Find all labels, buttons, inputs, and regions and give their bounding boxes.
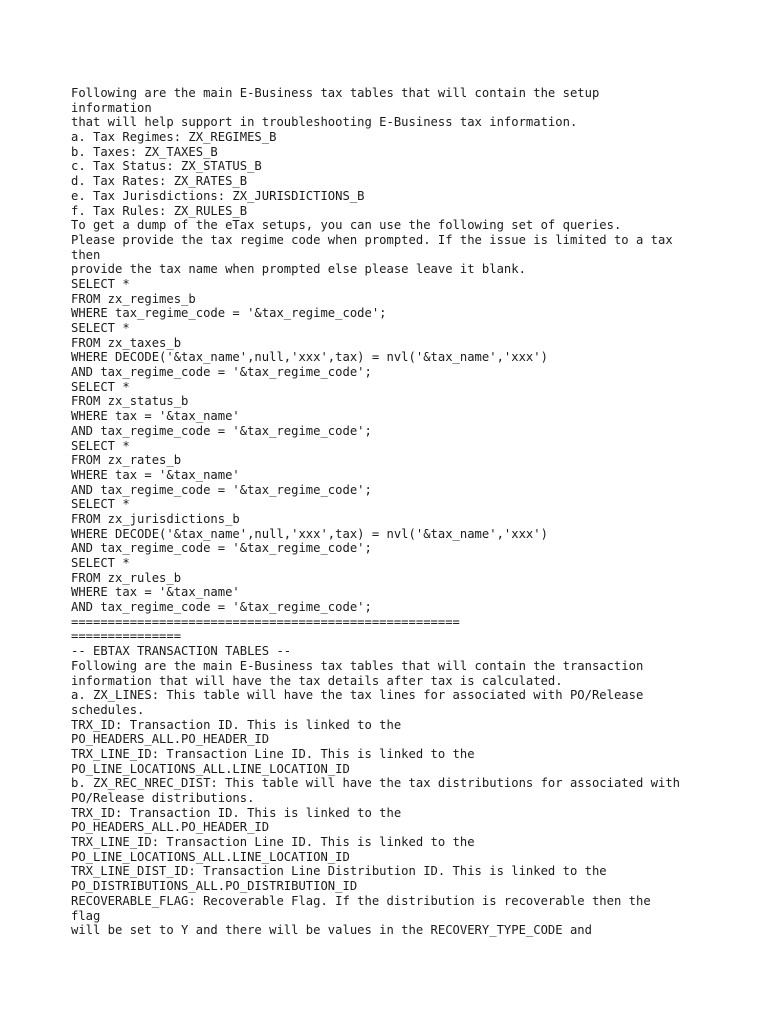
- text-line: that will help support in troubleshooting E-Business tax information.: [71, 115, 578, 130]
- text-line: a. Tax Regimes: ZX_REGIMES_B: [71, 130, 277, 145]
- text-line: PO_HEADERS_ALL.PO_HEADER_ID: [71, 820, 270, 835]
- text-line: will be set to Y and there will be values in the RECOVERY_TYPE_CODE and: [71, 923, 592, 938]
- code-line: AND tax_regime_code = '&tax_regime_code';: [71, 423, 372, 438]
- text-line: schedules.: [71, 702, 145, 717]
- text-line: To get a dump of the eTax setups, you can use the following set of queries.: [71, 218, 622, 233]
- code-line: WHERE DECODE('&tax_name',null,'xxx',tax) = nvl('&tax_name','xxx'): [71, 350, 548, 365]
- text-line: provide the tax name when prompted else please leave it blank.: [71, 262, 526, 277]
- text-line: Following are the main E-Business tax tables that will contain the setup: [71, 86, 600, 100]
- text-line: PO/Release distributions.: [71, 791, 255, 805]
- section-heading: -- EBTAX TRANSACTION TABLES --: [71, 644, 292, 659]
- text-line: flag: [71, 908, 101, 923]
- code-line: FROM zx_taxes_b: [71, 335, 182, 350]
- text-line: a. ZX_LINES: This table will have the tax lines for associated with PO/Release: [71, 688, 644, 703]
- text-line: TRX_ID: Transaction ID. This is linked to the: [71, 717, 402, 732]
- text-line: TRX_LINE_DIST_ID: Transaction Line Distribution ID. This is linked to the: [71, 864, 607, 879]
- code-line: SELECT *: [71, 497, 130, 512]
- text-line: e. Tax Jurisdictions: ZX_JURISDICTIONS_B: [71, 188, 365, 203]
- text-line: Please provide the tax regime code when prompted. If the issue is limited to a tax: [71, 232, 673, 247]
- code-line: FROM zx_rates_b: [71, 453, 182, 468]
- text-line: RECOVERABLE_FLAG: Recoverable Flag. If the distribution is recoverable then the: [71, 893, 651, 908]
- text-line: f. Tax Rules: ZX_RULES_B: [71, 203, 248, 218]
- code-line: AND tax_regime_code = '&tax_regime_code';: [71, 482, 372, 497]
- code-line: WHERE tax_regime_code = '&tax_regime_code';: [71, 306, 387, 321]
- code-line: SELECT *: [71, 321, 130, 335]
- text-line: TRX_LINE_ID: Transaction Line ID. This is linked to the: [71, 746, 475, 761]
- text-line: b. Taxes: ZX_TAXES_B: [71, 144, 218, 159]
- code-line: SELECT *: [71, 276, 130, 291]
- code-line: SELECT *: [71, 379, 130, 394]
- code-line: FROM zx_regimes_b: [71, 291, 196, 306]
- code-line: WHERE tax = '&tax_name': [71, 467, 240, 482]
- document-page: [71, 86, 741, 938]
- separator-line: ===============: [71, 629, 182, 644]
- code-line: FROM zx_jurisdictions_b: [71, 511, 240, 526]
- code-line: FROM zx_status_b: [71, 394, 189, 409]
- text-line: PO_LINE_LOCATIONS_ALL.LINE_LOCATION_ID: [71, 849, 350, 864]
- text-line: PO_HEADERS_ALL.PO_HEADER_ID: [71, 732, 270, 747]
- code-line: SELECT *: [71, 438, 130, 453]
- text-line: information that will have the tax details after tax is calculated.: [71, 673, 563, 688]
- text-line: TRX_ID: Transaction ID. This is linked to the: [71, 805, 402, 820]
- text-line: then: [71, 247, 101, 262]
- separator-line: =====================================================: [71, 614, 460, 629]
- code-line: WHERE tax = '&tax_name': [71, 409, 240, 424]
- text-line: information: [71, 100, 152, 115]
- text-line: d. Tax Rates: ZX_RATES_B: [71, 174, 248, 189]
- code-line: FROM zx_rules_b: [71, 570, 182, 585]
- code-line: WHERE tax = '&tax_name': [71, 585, 240, 600]
- text-line: Following are the main E-Business tax tables that will contain the transaction: [71, 658, 644, 673]
- text-line: c. Tax Status: ZX_STATUS_B: [71, 159, 262, 174]
- text-line: b. ZX_REC_NREC_DIST: This table will have the tax distributions for associated with: [71, 776, 681, 791]
- code-line: AND tax_regime_code = '&tax_regime_code';: [71, 600, 372, 615]
- text-line: PO_DISTRIBUTIONS_ALL.PO_DISTRIBUTION_ID: [71, 879, 358, 894]
- text-line: PO_LINE_LOCATIONS_ALL.LINE_LOCATION_ID: [71, 761, 350, 776]
- code-line: WHERE DECODE('&tax_name',null,'xxx',tax) = nvl('&tax_name','xxx'): [71, 526, 548, 541]
- code-line: AND tax_regime_code = '&tax_regime_code';: [71, 365, 372, 380]
- code-line: SELECT *: [71, 556, 130, 570]
- text-line: TRX_LINE_ID: Transaction Line ID. This is linked to the: [71, 835, 475, 850]
- code-line: AND tax_regime_code = '&tax_regime_code';: [71, 541, 372, 556]
